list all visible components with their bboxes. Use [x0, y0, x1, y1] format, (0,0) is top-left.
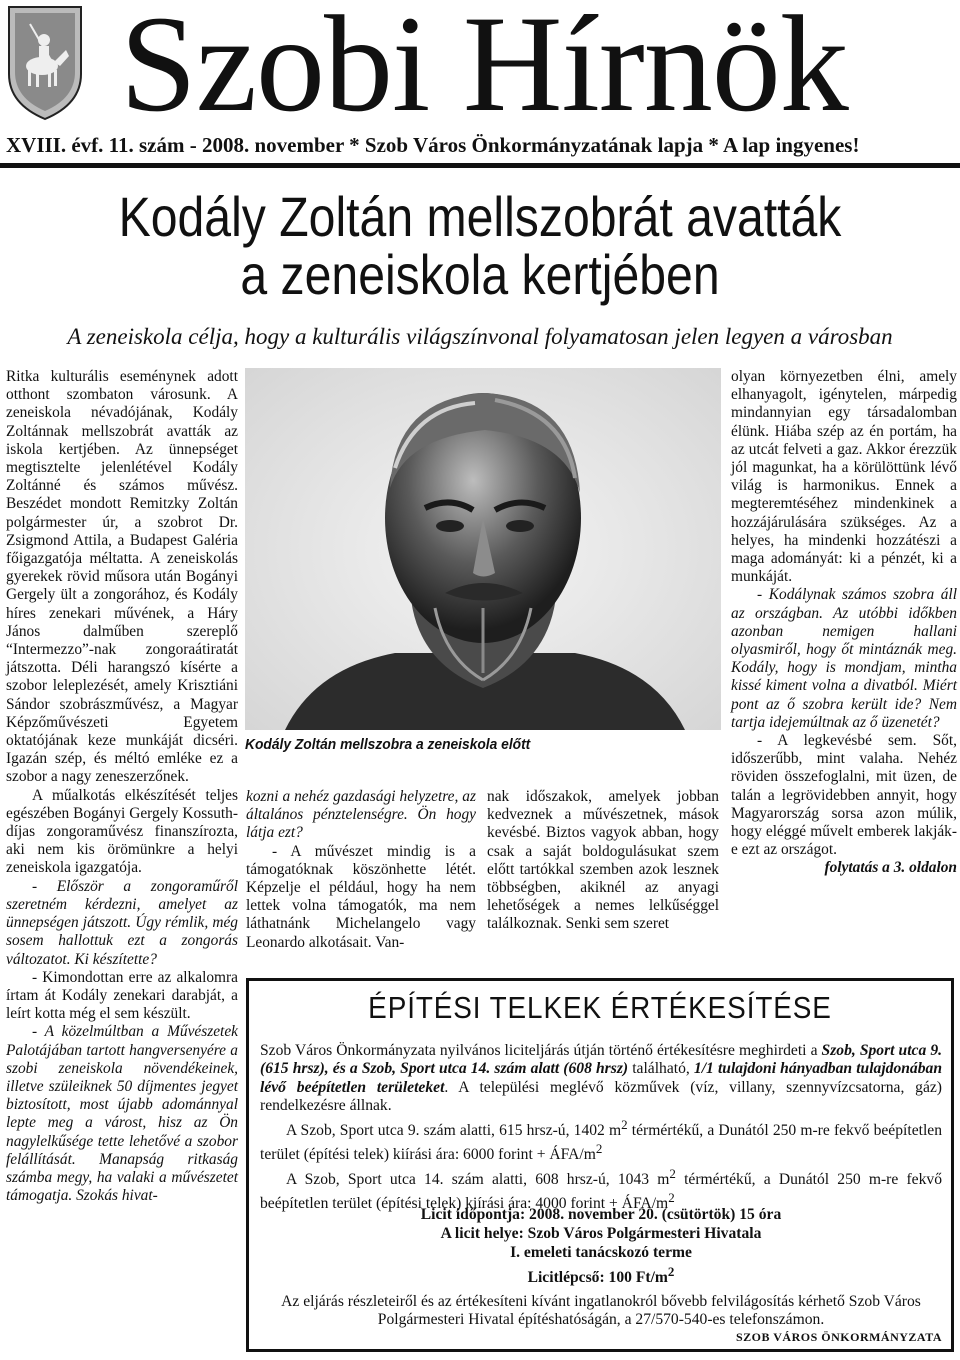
- kodaly-bust-photo: [245, 368, 721, 730]
- auction-step: [260, 1262, 942, 1287]
- interview-question: - Először a zongoraműről szeretném kérdezni, amelyet az ünnepségen játszott. Úgy rémlik, még sosem hallottuk ezt a zongorás változatot. Ki készítette?: [6, 877, 238, 968]
- superscript: 2: [621, 1116, 628, 1132]
- notice-intro-text: található,: [628, 1060, 694, 1078]
- auction-room: I. emeleti tanácskozó terme: [510, 1244, 692, 1261]
- interview-answer: - Kimondottan erre az alkalomra írtam át Kodály zenekari darabját, a leírt kotta még el sem készült.: [6, 968, 238, 1023]
- article-column-left: [6, 368, 238, 1205]
- notice-body: [260, 1042, 942, 1214]
- notice-footer: Az eljárás részleteiről és az értékesíteni kívánt ingatlanokról bővebb felvilágosítás kérhető Szob Város Polgármesteri Hivatal építéshatóságán, a 27/570-540-es telefonszámon.: [281, 1293, 921, 1329]
- lot-text: A Szob, Sport utca 9. szám alatti, 615 hrsz-ú, 1402 m: [286, 1121, 622, 1139]
- article-column-middle-2: [487, 788, 719, 934]
- city-crest-icon: [6, 4, 84, 122]
- interview-answer: - A legkevésbé sem. Sőt, időszerűbb, mint valaha. Nehéz röviden összefoglalni, mit üzen, de talán a legrövidebben annyit, hogy Magyarország sorsa azon múlik, hogy eléggé művelt emberek lakják-e ezt az országot.: [731, 732, 957, 859]
- notice-auction-details: [260, 1205, 942, 1287]
- issue-line: XVIII. évf. 11. szám - 2008. november * Szob Város Önkormányzatának lapja * A lap ingyenes!: [6, 133, 860, 157]
- notice-title: ÉPÍTÉSI TELKEK ÉRTÉKESÍTÉSE: [368, 990, 832, 1025]
- interview-question: - Kodálynak számos szobra áll az országban. Az utóbbi időkben azonban nemigen hallani olyasmiről, hogy őt mintáznák meg. Kodály, hogy is mondjam, mintha kissé kiment volna a divatból. Miért pont az ő szobra került ide? Nem tartja idejemúltnak az ő üzenetét?: [731, 586, 957, 731]
- paragraph: nak időszakok, amelyek jobban kedveznek a művészetnek, mások kevésbé. Biztos vagyok abban, hogy csak a saját boldogulásukat szem előtt tartókkal szemben azok lesznek többségben, akiknél az anyagi lehetőségek a nemes lelkűséggel találkoznak. Senki sem szeret: [487, 788, 719, 933]
- interview-answer: - A művészet mindig is a támogatóknak köszönhette létét. Képzelje el például, hogy ha nem lettek volna támogatók, ma nem láthatnánk Michelangelo vagy Leonardo alkotásait. Van-: [246, 842, 476, 951]
- auction-date: Licit időpontja: 2008. november 20. (csütörtök) 15 óra: [420, 1206, 782, 1223]
- superscript: 2: [595, 1141, 603, 1157]
- notice-intro-text: Szob Város Önkormányzata nyilvános liciteljárás útján történő értékesítésre meghirdeti a: [260, 1042, 822, 1059]
- auction-step-text: Licitlépcső: 100 Ft/m: [527, 1269, 668, 1287]
- superscript: 2: [668, 1190, 675, 1206]
- headline-line-1: Kodály Zoltán mellszobrát avatták: [118, 185, 842, 248]
- notice-signature: SZOB VÁROS ÖNKORMÁNYZATA: [735, 1330, 942, 1344]
- lot-text: térmértékű, a Dunától 250 m-re fekvő beépítetlen terület (építési telek) kiírási ára: 4000 forint + ÁFA/m: [260, 1171, 942, 1213]
- lot-text: A Szob, Sport utca 14. szám alatti, 608 hrsz-ú, 1043 m: [286, 1171, 670, 1188]
- continued-link[interactable]: folytatás a 3. oldalon: [824, 859, 957, 877]
- article-column-right: [731, 368, 957, 878]
- notice-lot-1: [260, 1116, 942, 1165]
- auction-place: A licit helye: Szob Város Polgármesteri Hivatala: [440, 1225, 762, 1242]
- paragraph: olyan környezetben élni, amely elhanyagolt, igénytelen, márpedig mindannyian egy társadalomban élünk. Hiába szép az én portám, ha az utcát felveti a gaz. Akkor érezzük jól magunkat, ha a körülöttünk lévő világ is harmonikus. Ennek a megteremtéséhez mindenkinek a hozzájárulására szükséges. Az a helyes, ha mindenki hozzátészi a maga adományát: ki a pénzét, ki a munkáját.: [731, 368, 957, 586]
- notice-intro-ownership: 1/1 tulajdoni hányadban tulajdonában lévő beépítetlen területeket: [260, 1060, 942, 1096]
- notice-intro-text: . A települési meglévő közművek (víz, villany, szennyvízcsatorna, gáz) rendelkezésre állnak.: [260, 1078, 942, 1115]
- masthead-rule: [0, 163, 960, 168]
- interview-question: - A közelmúltban a Művészetek Palotájában tartott hangversenyére a szobi zeneiskola növendékeinek, illetve szüleiknek 50 díjmentes jegyet biztosított, most újabb adománnyal lepte meg a várost, hisz az Ön nagylelkűsége tette lehetővé a szobor felállítását. Manapság ritkaság számba megy, ha valaki a művészetet támogatja. Szokás hivat-: [6, 1023, 238, 1205]
- notice-intro-lots: Szob, Sport utca 9. (615 hrsz), és a Szob, Sport utca 14. szám alatt (608 hrsz): [260, 1042, 943, 1078]
- article-headline: [67, 185, 893, 306]
- lot-text: térmértékű, a Dunától 250 m-re fekvő beépítetlen terület (építési telek) kiírási ára: 6000 forint + ÁFA/m: [260, 1121, 942, 1164]
- masthead-title: Szobi Hírnök: [120, 0, 848, 140]
- article-subheadline: A zeneiskola célja, hogy a kulturális világszínvonal folyamatosan jelen legyen a városban: [67, 324, 893, 349]
- article-column-middle-1: [246, 788, 476, 952]
- superscript: 2: [667, 1264, 675, 1279]
- paragraph: Ritka kulturális eseménynek adott otthont szombaton városunk. A zeneiskola névadójának, Kodály Zoltánnak mellszobrát avatták az iskola kertjében. Az ünnepséget megtisztelte jelenlétével Kodály Zoltánné és számos művész. Beszédet mondott Remitzky Zoltán polgármester úr, a szobrot Dr. Zsigmond Attila, a Budapest Galéria főigazgatója méltatta. A zeneiskolás gyerekek rövid műsora után Bogányi Gergely ült a zongorához, és Kodály híres zenekari művének, a Háry János dalműben szereplő “Intermezzo”-nak zongoraátiratát játszotta. Déli harangszó kísérte a szobor leleplezését, amely Krisztiáni Sándor szobrászművész, a Magyar Képzőművészeti Egyetem oktatójának keze munkáját dicséri. Igazán szép, és méltó emléke ez a szobor a nagy zeneszerzőnek.: [6, 368, 238, 786]
- interview-question: kozni a nehéz gazdasági helyzetre, az általános pénztelenségre. Ön hogy látja ezt?: [246, 788, 476, 842]
- paragraph: A műalkotás elkészítését teljes egészében Bogányi Gergely Kossuth-díjas zongoraművész finanszírozta, aki nem kis örömünkre a helyi zeneiskola igazgatója.: [6, 786, 238, 877]
- photo-caption: Kodály Zoltán mellszobra a zeneiskola előtt: [245, 736, 531, 753]
- headline-line-2: a zeneiskola kertjében: [240, 243, 720, 306]
- superscript: 2: [669, 1165, 676, 1181]
- notice-intro: [260, 1042, 942, 1116]
